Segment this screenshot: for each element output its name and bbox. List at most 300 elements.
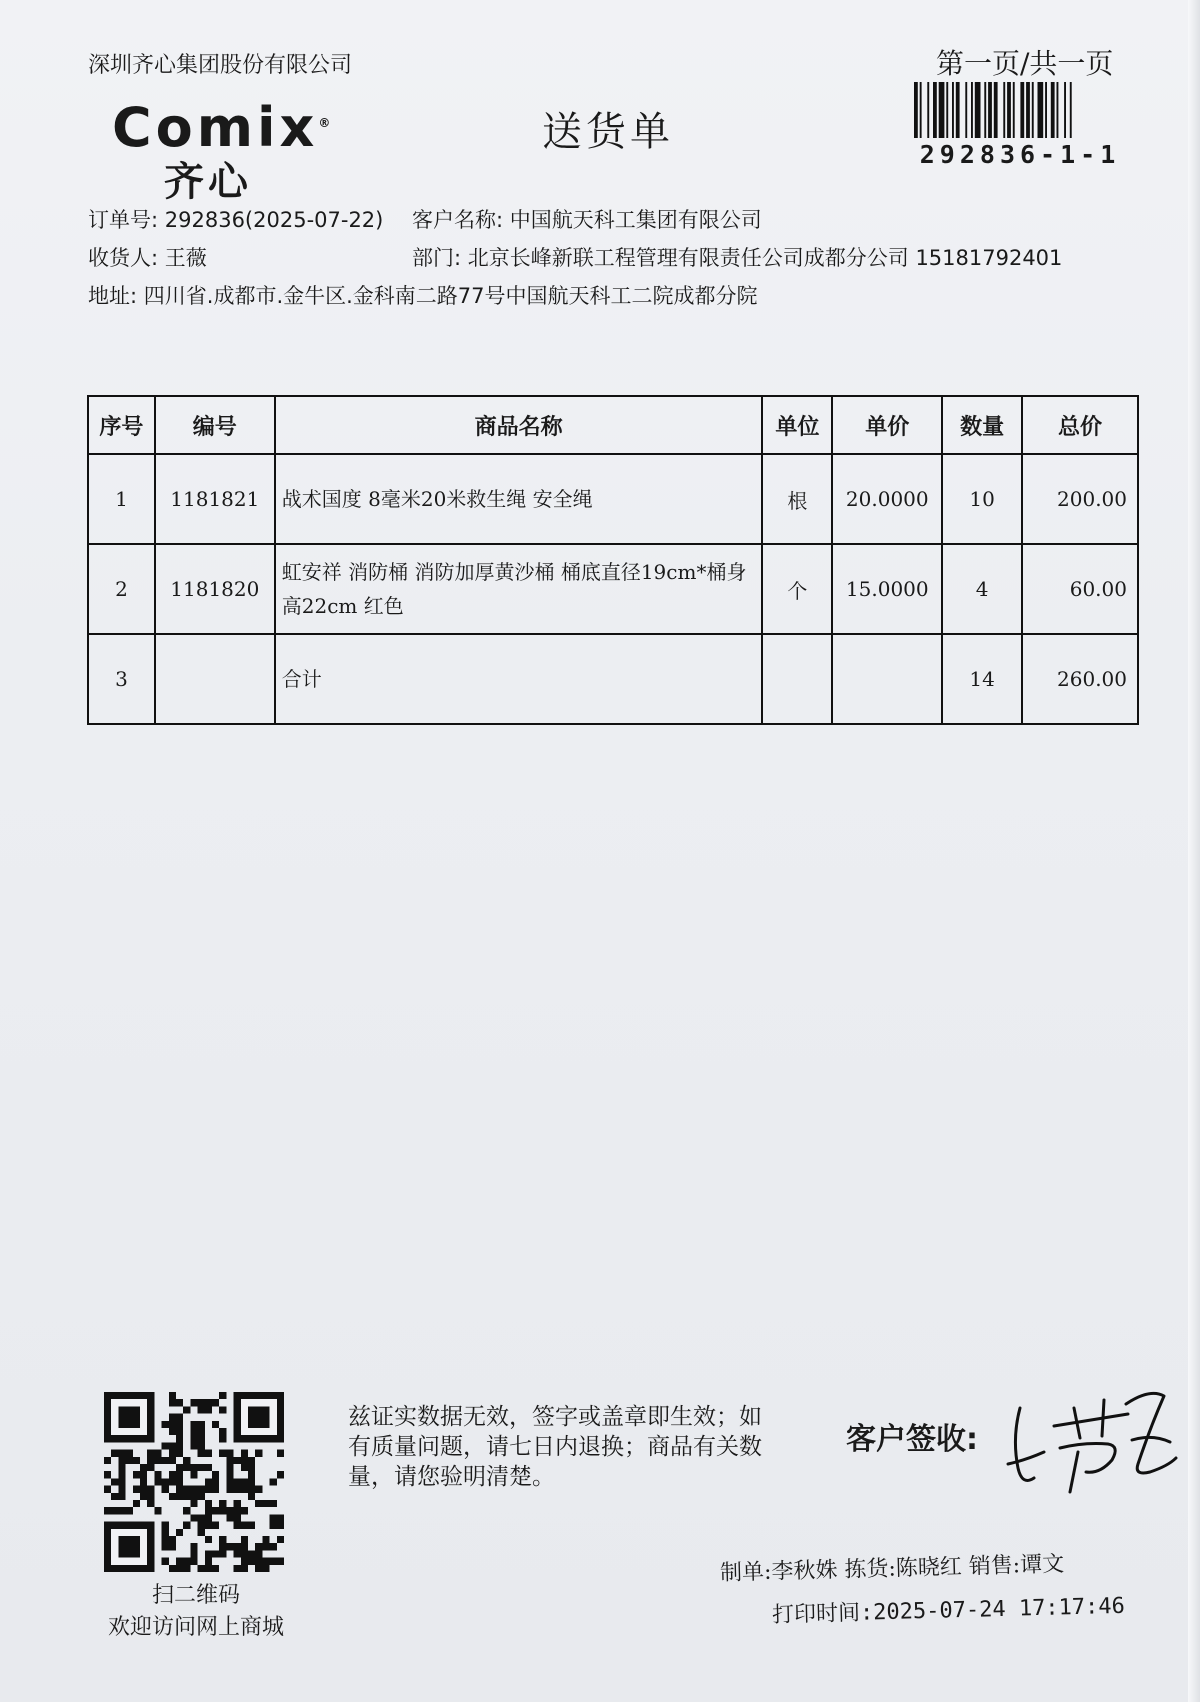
qr-module bbox=[219, 1507, 226, 1514]
column-header-total: 总价 bbox=[1022, 396, 1138, 454]
order-number: 292836(2025-07-22) bbox=[164, 208, 384, 232]
qr-module bbox=[219, 1406, 226, 1413]
qr-module bbox=[255, 1543, 262, 1550]
qr-module bbox=[198, 1435, 205, 1442]
qr-module bbox=[255, 1550, 262, 1557]
qr-module bbox=[169, 1414, 176, 1421]
qr-module bbox=[190, 1486, 197, 1493]
qr-module bbox=[111, 1507, 118, 1514]
row-code bbox=[155, 634, 275, 724]
qr-module bbox=[277, 1558, 284, 1565]
barcode-bar bbox=[1020, 82, 1024, 138]
qr-module bbox=[234, 1457, 241, 1464]
barcode-number: 292836-1-1 bbox=[919, 140, 1121, 169]
table-row bbox=[88, 454, 1138, 544]
qr-module bbox=[176, 1493, 183, 1500]
qr-module bbox=[248, 1457, 255, 1464]
qr-module bbox=[198, 1442, 205, 1449]
qr-module bbox=[147, 1486, 154, 1493]
table-row bbox=[88, 544, 1138, 634]
qr-module bbox=[212, 1399, 219, 1406]
qr-module bbox=[219, 1435, 226, 1442]
barcode-bar bbox=[965, 82, 967, 138]
qr-module bbox=[270, 1558, 277, 1565]
qr-caption-visit: 欢迎访问网上商城 bbox=[107, 1615, 284, 1640]
qr-module bbox=[133, 1500, 140, 1507]
qr-module bbox=[262, 1565, 269, 1572]
qr-caption bbox=[88, 1580, 304, 1644]
qr-module bbox=[176, 1421, 183, 1428]
registered-mark: ® bbox=[318, 116, 335, 130]
qr-module bbox=[234, 1486, 241, 1493]
qr-module bbox=[234, 1550, 241, 1557]
table-header-row bbox=[88, 396, 1138, 454]
department-label: 部门: bbox=[412, 246, 462, 270]
qr-module bbox=[147, 1493, 154, 1500]
qr-module bbox=[190, 1442, 197, 1449]
qr-module bbox=[270, 1514, 277, 1521]
qr-module bbox=[241, 1486, 248, 1493]
customer-name: 中国航天科工集团有限公司 bbox=[509, 208, 762, 232]
barcode-bar bbox=[1064, 82, 1066, 138]
barcode-bar bbox=[914, 82, 918, 138]
qr-module bbox=[154, 1450, 161, 1457]
qr-module bbox=[219, 1550, 226, 1557]
qr-module bbox=[255, 1558, 262, 1565]
qr-module bbox=[241, 1450, 248, 1457]
row-product-name: 虹安祥 消防桶 消防加厚黄沙桶 桶底直径19cm*桶身高22cm 红色 bbox=[275, 544, 763, 634]
logo-text: Comix bbox=[112, 96, 319, 159]
qr-module bbox=[118, 1464, 125, 1471]
barcode-bar bbox=[1051, 82, 1055, 138]
qr-module bbox=[154, 1478, 161, 1485]
row-code: 1181820 bbox=[155, 544, 275, 634]
qr-module bbox=[140, 1464, 147, 1471]
qr-module bbox=[248, 1471, 255, 1478]
qr-module bbox=[140, 1471, 147, 1478]
qr-module bbox=[162, 1457, 169, 1464]
qr-module bbox=[162, 1478, 169, 1485]
qr-module bbox=[198, 1421, 205, 1428]
row-product-name: 合计 bbox=[275, 634, 763, 724]
row-qty: 14 bbox=[942, 634, 1022, 724]
qr-module bbox=[162, 1543, 169, 1550]
qr-module bbox=[162, 1529, 169, 1536]
qr-module bbox=[169, 1536, 176, 1543]
qr-module bbox=[248, 1550, 255, 1557]
qr-module bbox=[169, 1442, 176, 1449]
qr-module bbox=[205, 1522, 212, 1529]
qr-module bbox=[205, 1406, 212, 1413]
department: 北京长峰新联工程管理有限责任公司成都分公司 15181792401 bbox=[467, 246, 1063, 270]
barcode bbox=[914, 82, 1126, 138]
qr-module bbox=[226, 1450, 233, 1457]
qr-module bbox=[255, 1500, 262, 1507]
barcode-bar bbox=[1057, 82, 1059, 138]
qr-module bbox=[205, 1550, 212, 1557]
table-row-total bbox=[88, 634, 1138, 724]
qr-module bbox=[277, 1471, 284, 1478]
customer-sign-label: 客户签收: bbox=[846, 1422, 978, 1457]
qr-caption-scan: 扫二维码 bbox=[151, 1583, 240, 1608]
qr-module bbox=[198, 1428, 205, 1435]
qr-module bbox=[248, 1486, 255, 1493]
qr-code bbox=[104, 1392, 284, 1572]
qr-module bbox=[111, 1450, 118, 1457]
qr-module bbox=[212, 1565, 219, 1572]
qr-module bbox=[169, 1421, 176, 1428]
qr-module bbox=[118, 1507, 125, 1514]
qr-module bbox=[241, 1565, 248, 1572]
qr-module bbox=[248, 1493, 255, 1500]
qr-module bbox=[241, 1543, 248, 1550]
logo-chinese: 齐心 bbox=[164, 159, 252, 205]
paper-edge bbox=[1188, 0, 1200, 1702]
qr-module bbox=[205, 1486, 212, 1493]
address: 四川省.成都市.金牛区.金科南二路77号中国航天科工二院成都分院 bbox=[143, 284, 758, 308]
department-line bbox=[412, 242, 1062, 272]
qr-module bbox=[241, 1522, 248, 1529]
qr-module bbox=[169, 1565, 176, 1572]
qr-module bbox=[104, 1471, 111, 1478]
qr-module bbox=[270, 1522, 277, 1529]
qr-module bbox=[190, 1471, 197, 1478]
barcode-bar bbox=[1026, 82, 1030, 138]
qr-module bbox=[234, 1565, 241, 1572]
qr-module bbox=[234, 1514, 241, 1521]
qr-module bbox=[183, 1507, 190, 1514]
address-label: 地址: bbox=[88, 284, 138, 308]
barcode-bar bbox=[1007, 82, 1011, 138]
qr-module bbox=[241, 1536, 248, 1543]
qr-module bbox=[154, 1507, 161, 1514]
qr-module bbox=[248, 1558, 255, 1565]
qr-module bbox=[176, 1529, 183, 1536]
row-price: 15.0000 bbox=[832, 544, 942, 634]
qr-module bbox=[219, 1500, 226, 1507]
qr-module bbox=[133, 1457, 140, 1464]
qr-module bbox=[248, 1478, 255, 1485]
row-product-name: 战术国度 8毫米20米救生绳 安全绳 bbox=[275, 454, 763, 544]
qr-module bbox=[162, 1522, 169, 1529]
qr-module bbox=[198, 1522, 205, 1529]
row-price bbox=[832, 634, 942, 724]
row-unit bbox=[762, 634, 832, 724]
barcode-bar bbox=[984, 82, 986, 138]
qr-module bbox=[205, 1536, 212, 1543]
row-price: 20.0000 bbox=[832, 454, 942, 544]
qr-module bbox=[205, 1514, 212, 1521]
qr-module bbox=[248, 1406, 270, 1428]
qr-module bbox=[176, 1558, 183, 1565]
qr-module bbox=[226, 1471, 233, 1478]
barcode-bar bbox=[1070, 82, 1072, 138]
qr-module bbox=[147, 1457, 154, 1464]
qr-module bbox=[234, 1543, 241, 1550]
qr-module bbox=[270, 1500, 277, 1507]
row-qty: 10 bbox=[942, 454, 1022, 544]
page-info: 第一页/共一页 bbox=[936, 47, 1114, 80]
qr-module bbox=[198, 1493, 205, 1500]
barcode-bar bbox=[933, 82, 937, 138]
qr-module bbox=[277, 1450, 284, 1457]
qr-module bbox=[154, 1471, 161, 1478]
qr-module bbox=[147, 1500, 154, 1507]
qr-module bbox=[169, 1543, 176, 1550]
order-number-label: 订单号: bbox=[88, 208, 159, 232]
column-header-seq: 序号 bbox=[88, 396, 155, 454]
row-unit: 根 bbox=[762, 454, 832, 544]
qr-module bbox=[147, 1464, 154, 1471]
row-code: 1181821 bbox=[155, 454, 275, 544]
qr-module bbox=[241, 1464, 248, 1471]
barcode-bar bbox=[939, 82, 945, 138]
qr-module bbox=[270, 1543, 277, 1550]
qr-module bbox=[241, 1558, 248, 1565]
qr-module bbox=[226, 1486, 233, 1493]
qr-module bbox=[205, 1399, 212, 1406]
qr-module bbox=[234, 1478, 241, 1485]
qr-module bbox=[248, 1522, 255, 1529]
qr-module bbox=[118, 1536, 140, 1558]
qr-module bbox=[190, 1421, 197, 1428]
qr-module bbox=[234, 1507, 241, 1514]
qr-module bbox=[255, 1565, 262, 1572]
qr-module bbox=[234, 1500, 241, 1507]
qr-module bbox=[219, 1543, 226, 1550]
qr-module bbox=[183, 1522, 190, 1529]
qr-module bbox=[176, 1471, 183, 1478]
qr-module bbox=[262, 1543, 269, 1550]
qr-module bbox=[198, 1399, 205, 1406]
barcode-bar bbox=[1038, 82, 1044, 138]
qr-module bbox=[176, 1428, 183, 1435]
qr-module bbox=[169, 1493, 176, 1500]
qr-module bbox=[118, 1457, 125, 1464]
barcode-bar bbox=[1045, 82, 1047, 138]
qr-module bbox=[176, 1450, 183, 1457]
qr-module bbox=[118, 1450, 125, 1457]
qr-module bbox=[226, 1478, 233, 1485]
barcode-bar bbox=[975, 82, 981, 138]
column-header-qty: 数量 bbox=[942, 396, 1022, 454]
qr-module bbox=[248, 1464, 255, 1471]
qr-module bbox=[162, 1442, 169, 1449]
qr-module bbox=[111, 1478, 118, 1485]
qr-module bbox=[140, 1486, 147, 1493]
qr-module bbox=[205, 1450, 212, 1457]
qr-module bbox=[212, 1421, 219, 1428]
column-header-price: 单价 bbox=[832, 396, 942, 454]
qr-module bbox=[183, 1486, 190, 1493]
barcode-bar bbox=[971, 82, 973, 138]
items-table bbox=[87, 395, 1139, 725]
qr-module bbox=[219, 1392, 226, 1399]
qr-module bbox=[190, 1514, 197, 1521]
qr-module bbox=[219, 1450, 226, 1457]
customer-line bbox=[412, 204, 762, 234]
row-total: 60.00 bbox=[1022, 544, 1138, 634]
barcode-bar bbox=[946, 82, 948, 138]
qr-module bbox=[198, 1486, 205, 1493]
qr-module bbox=[162, 1486, 169, 1493]
notice-text: 兹证实数据无效，签字或盖章即生效；如有质量问题，请七日内退换；商品有关数量，请您验明清楚。 bbox=[348, 1404, 762, 1490]
qr-module bbox=[183, 1464, 190, 1471]
qr-module bbox=[118, 1486, 125, 1493]
qr-module bbox=[183, 1493, 190, 1500]
address-line bbox=[88, 280, 758, 310]
qr-module bbox=[183, 1558, 190, 1565]
qr-module bbox=[154, 1457, 161, 1464]
qr-module bbox=[169, 1450, 176, 1457]
qr-module bbox=[212, 1486, 219, 1493]
qr-module bbox=[104, 1486, 111, 1493]
qr-module bbox=[262, 1536, 269, 1543]
qr-module bbox=[190, 1435, 197, 1442]
barcode-bar bbox=[1003, 82, 1005, 138]
qr-module bbox=[176, 1565, 183, 1572]
column-header-code: 编号 bbox=[155, 396, 275, 454]
qr-module bbox=[169, 1399, 176, 1406]
staff-info: 制单:李秋姝 拣货:陈晓红 销售:谭文 bbox=[719, 1551, 1065, 1586]
document-title: 送货单 bbox=[542, 109, 674, 155]
qr-module bbox=[198, 1529, 205, 1536]
qr-module bbox=[212, 1471, 219, 1478]
qr-module bbox=[277, 1514, 284, 1521]
qr-module bbox=[219, 1428, 226, 1435]
qr-module bbox=[169, 1471, 176, 1478]
qr-module bbox=[126, 1457, 133, 1464]
qr-module bbox=[169, 1478, 176, 1485]
qr-module bbox=[212, 1478, 219, 1485]
qr-module bbox=[190, 1464, 197, 1471]
qr-module bbox=[176, 1399, 183, 1406]
qr-module bbox=[198, 1406, 205, 1413]
qr-module bbox=[140, 1493, 147, 1500]
qr-module bbox=[226, 1507, 233, 1514]
qr-module bbox=[241, 1550, 248, 1557]
qr-module bbox=[176, 1435, 183, 1442]
company-name: 深圳齐心集团股份有限公司 bbox=[88, 53, 353, 78]
receiver-label: 收货人: bbox=[88, 246, 159, 270]
qr-module bbox=[270, 1478, 277, 1485]
qr-module bbox=[118, 1493, 125, 1500]
qr-module bbox=[190, 1428, 197, 1435]
column-header-product: 商品名称 bbox=[275, 396, 763, 454]
qr-module bbox=[162, 1536, 169, 1543]
qr-module bbox=[205, 1558, 212, 1565]
row-unit: 个 bbox=[762, 544, 832, 634]
qr-module bbox=[198, 1464, 205, 1471]
qr-module bbox=[133, 1471, 140, 1478]
qr-module bbox=[226, 1514, 233, 1521]
qr-module bbox=[190, 1550, 197, 1557]
qr-module bbox=[255, 1486, 262, 1493]
qr-module bbox=[176, 1478, 183, 1485]
barcode-bar bbox=[988, 82, 992, 138]
qr-module bbox=[133, 1486, 140, 1493]
qr-module bbox=[169, 1457, 176, 1464]
barcode-bar bbox=[956, 82, 960, 138]
qr-module bbox=[190, 1543, 197, 1550]
qr-module bbox=[205, 1464, 212, 1471]
qr-module bbox=[169, 1392, 176, 1399]
qr-module bbox=[226, 1464, 233, 1471]
qr-module bbox=[126, 1507, 133, 1514]
qr-module bbox=[234, 1522, 241, 1529]
qr-module bbox=[118, 1406, 140, 1428]
qr-module bbox=[176, 1464, 183, 1471]
qr-module bbox=[241, 1457, 248, 1464]
qr-module bbox=[111, 1493, 118, 1500]
qr-module bbox=[162, 1421, 169, 1428]
qr-module bbox=[262, 1500, 269, 1507]
qr-module bbox=[190, 1493, 197, 1500]
qr-module bbox=[140, 1478, 147, 1485]
barcode-bar bbox=[952, 82, 954, 138]
qr-module bbox=[183, 1457, 190, 1464]
qr-module bbox=[183, 1406, 190, 1413]
qr-module bbox=[226, 1543, 233, 1550]
row-total: 260.00 bbox=[1022, 634, 1138, 724]
row-seq: 2 bbox=[88, 544, 155, 634]
qr-module bbox=[205, 1507, 212, 1514]
qr-module bbox=[176, 1442, 183, 1449]
qr-module bbox=[198, 1514, 205, 1521]
row-seq: 3 bbox=[88, 634, 155, 724]
qr-module bbox=[104, 1457, 111, 1464]
qr-module bbox=[183, 1565, 190, 1572]
customer-label: 客户名称: bbox=[412, 208, 504, 232]
row-total: 200.00 bbox=[1022, 454, 1138, 544]
order-number-line bbox=[88, 204, 383, 234]
qr-module bbox=[212, 1507, 219, 1514]
qr-module bbox=[118, 1478, 125, 1485]
barcode-bar bbox=[920, 82, 922, 138]
qr-module bbox=[176, 1414, 183, 1421]
column-header-unit: 单位 bbox=[762, 396, 832, 454]
qr-module bbox=[226, 1457, 233, 1464]
qr-module bbox=[147, 1450, 154, 1457]
qr-module bbox=[205, 1478, 212, 1485]
barcode-bar bbox=[927, 82, 929, 138]
handwritten-signature bbox=[1000, 1368, 1180, 1498]
qr-module bbox=[241, 1478, 248, 1485]
qr-module bbox=[212, 1522, 219, 1529]
qr-module bbox=[241, 1507, 248, 1514]
qr-module bbox=[198, 1565, 205, 1572]
qr-module bbox=[277, 1522, 284, 1529]
barcode-bar bbox=[1013, 82, 1015, 138]
qr-module bbox=[190, 1558, 197, 1565]
qr-module bbox=[118, 1471, 125, 1478]
qr-module bbox=[104, 1507, 111, 1514]
qr-module bbox=[262, 1558, 269, 1565]
qr-module bbox=[190, 1500, 197, 1507]
qr-module bbox=[176, 1486, 183, 1493]
qr-module bbox=[169, 1428, 176, 1435]
receiver-line bbox=[88, 242, 207, 272]
print-time: 打印时间:2025-07-24 17:17:46 bbox=[771, 1593, 1126, 1628]
qr-module bbox=[277, 1536, 284, 1543]
qr-module bbox=[198, 1450, 205, 1457]
row-seq: 1 bbox=[88, 454, 155, 544]
qr-module bbox=[219, 1536, 226, 1543]
qr-module bbox=[212, 1550, 219, 1557]
qr-module bbox=[126, 1450, 133, 1457]
qr-module bbox=[190, 1399, 197, 1406]
barcode-bar bbox=[1032, 82, 1034, 138]
